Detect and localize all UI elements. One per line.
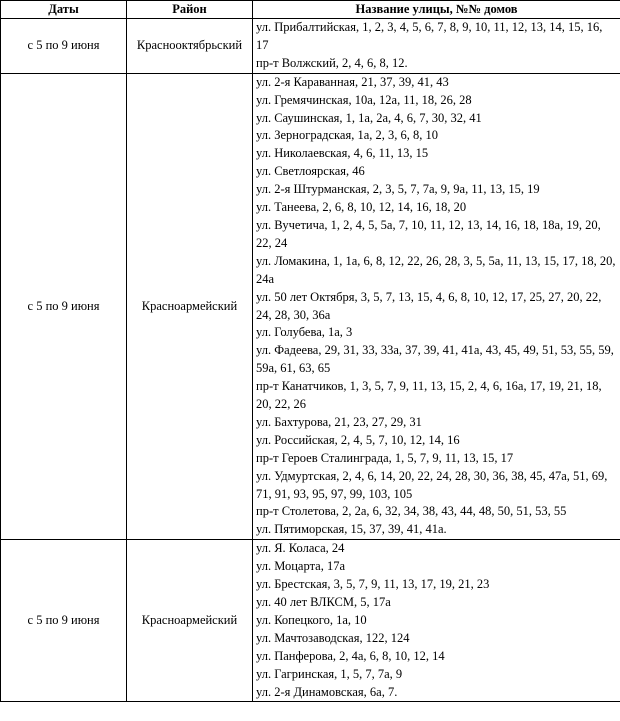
street-entry: ул. 50 лет Октября, 3, 5, 7, 13, 15, 4, 6, 8, 10, 12, 17, 25, 27, 20, 22, 24, 28, 30, 36а: [256, 289, 602, 322]
street-entry: ул. Гремячинская, 10а, 12а, 11, 18, 26, 28: [256, 92, 472, 107]
street-entry: ул. Николаевская, 4, 6, 11, 13, 15: [256, 146, 429, 161]
street-entry: ул. Брестская, 3, 5, 7, 9, 11, 13, 17, 19, 21, 23: [256, 577, 490, 592]
street-entry: ул. Фадеева, 29, 31, 33, 33а, 37, 39, 41, 41а, 43, 45, 49, 51, 53, 55, 59, 59а, 61, 63, 65: [256, 343, 614, 376]
header-streets: Название улицы, №№ домов: [253, 1, 620, 19]
street-entry: пр-т Героев Сталинграда, 1, 5, 7, 9, 11, 13, 15, 17: [256, 450, 514, 465]
street-entry: ул. Зерноградская, 1а, 2, 3, 6, 8, 10: [256, 128, 439, 143]
header-district: Район: [127, 1, 253, 19]
street-entry: ул. Панферова, 2, 4а, 6, 8, 10, 12, 14: [256, 648, 445, 663]
cell-dates: с 5 по 9 июня: [1, 19, 127, 74]
street-entry: ул. Мачтозаводская, 122, 124: [256, 630, 410, 645]
table-row: [1, 540, 620, 702]
street-entry: ул. Копецкого, 1а, 10: [256, 612, 367, 627]
header-row: [1, 1, 620, 19]
street-entry: ул. Российская, 2, 4, 5, 7, 10, 12, 14, 16: [256, 432, 460, 447]
cell-streets: [253, 73, 620, 540]
street-entry: ул. Светлоярская, 46: [256, 164, 365, 179]
street-entry: ул. Саушинская, 1, 1а, 2а, 4, 6, 7, 30, 32, 41: [256, 110, 482, 125]
street-entry: ул. Пятиморская, 15, 37, 39, 41, 41а.: [256, 522, 447, 537]
street-entry: ул. Я. Коласа, 24: [256, 541, 345, 556]
street-entry: ул. Прибалтийская, 1, 2, 3, 4, 5, 6, 7, 8, 9, 10, 11, 12, 13, 14, 15, 16, 17: [256, 20, 603, 52]
street-entry: пр-т Волжский, 2, 4, 6, 8, 12.: [256, 55, 408, 70]
cell-dates: с 5 по 9 июня: [1, 73, 127, 540]
header-dates: Даты: [1, 1, 127, 19]
street-entry: ул. Гагринская, 1, 5, 7, 7а, 9: [256, 666, 403, 681]
street-entry: пр-т Канатчиков, 1, 3, 5, 7, 9, 11, 13, 15, 2, 4, 6, 16а, 17, 19, 21, 18, 20, 22, 26: [256, 379, 602, 412]
street-entry: пр-т Столетова, 2, 2а, 6, 32, 34, 38, 43, 44, 48, 50, 51, 53, 55: [256, 504, 567, 519]
cell-district: Краснооктябрьский: [127, 19, 253, 74]
table-row: [1, 73, 620, 540]
street-entry: ул. Голубева, 1а, 3: [256, 325, 353, 340]
street-entry: ул. Танеева, 2, 6, 8, 10, 12, 14, 16, 18, 20: [256, 200, 467, 215]
street-entry: ул. 40 лет ВЛКСМ, 5, 17а: [256, 595, 391, 609]
street-entry: ул. 2-я Караванная, 21, 37, 39, 41, 43: [256, 74, 449, 89]
cell-dates: с 5 по 9 июня: [1, 540, 127, 702]
table-row: [1, 19, 620, 74]
street-entry: ул. 2-я Динамовская, 6а, 7.: [256, 684, 398, 699]
cell-streets: [253, 540, 620, 702]
cell-district: Красноармейский: [127, 73, 253, 540]
cell-streets: [253, 19, 620, 74]
street-entry: ул. Моцарта, 17а: [256, 559, 346, 574]
street-entry: ул. Бахтурова, 21, 23, 27, 29, 31: [256, 414, 422, 429]
cell-district: Красноармейский: [127, 540, 253, 702]
street-entry: ул. Вучетича, 1, 2, 4, 5, 5а, 7, 10, 11, 12, 13, 14, 16, 18, 18а, 19, 20, 22, 24: [256, 217, 601, 250]
street-entry: ул. Ломакина, 1, 1а, 6, 8, 12, 22, 26, 28, 3, 5, 5а, 11, 13, 15, 17, 18, 20, 24а: [256, 253, 616, 286]
street-entry: ул. Удмуртская, 2, 4, 6, 14, 20, 22, 24, 28, 30, 36, 38, 45, 47а, 51, 69, 71, 91, 93, 95, 97, 99, 103, 105: [256, 468, 608, 501]
street-entry: ул. 2-я Штурманская, 2, 3, 5, 7, 7а, 9, 9а, 11, 13, 15, 19: [256, 182, 540, 197]
